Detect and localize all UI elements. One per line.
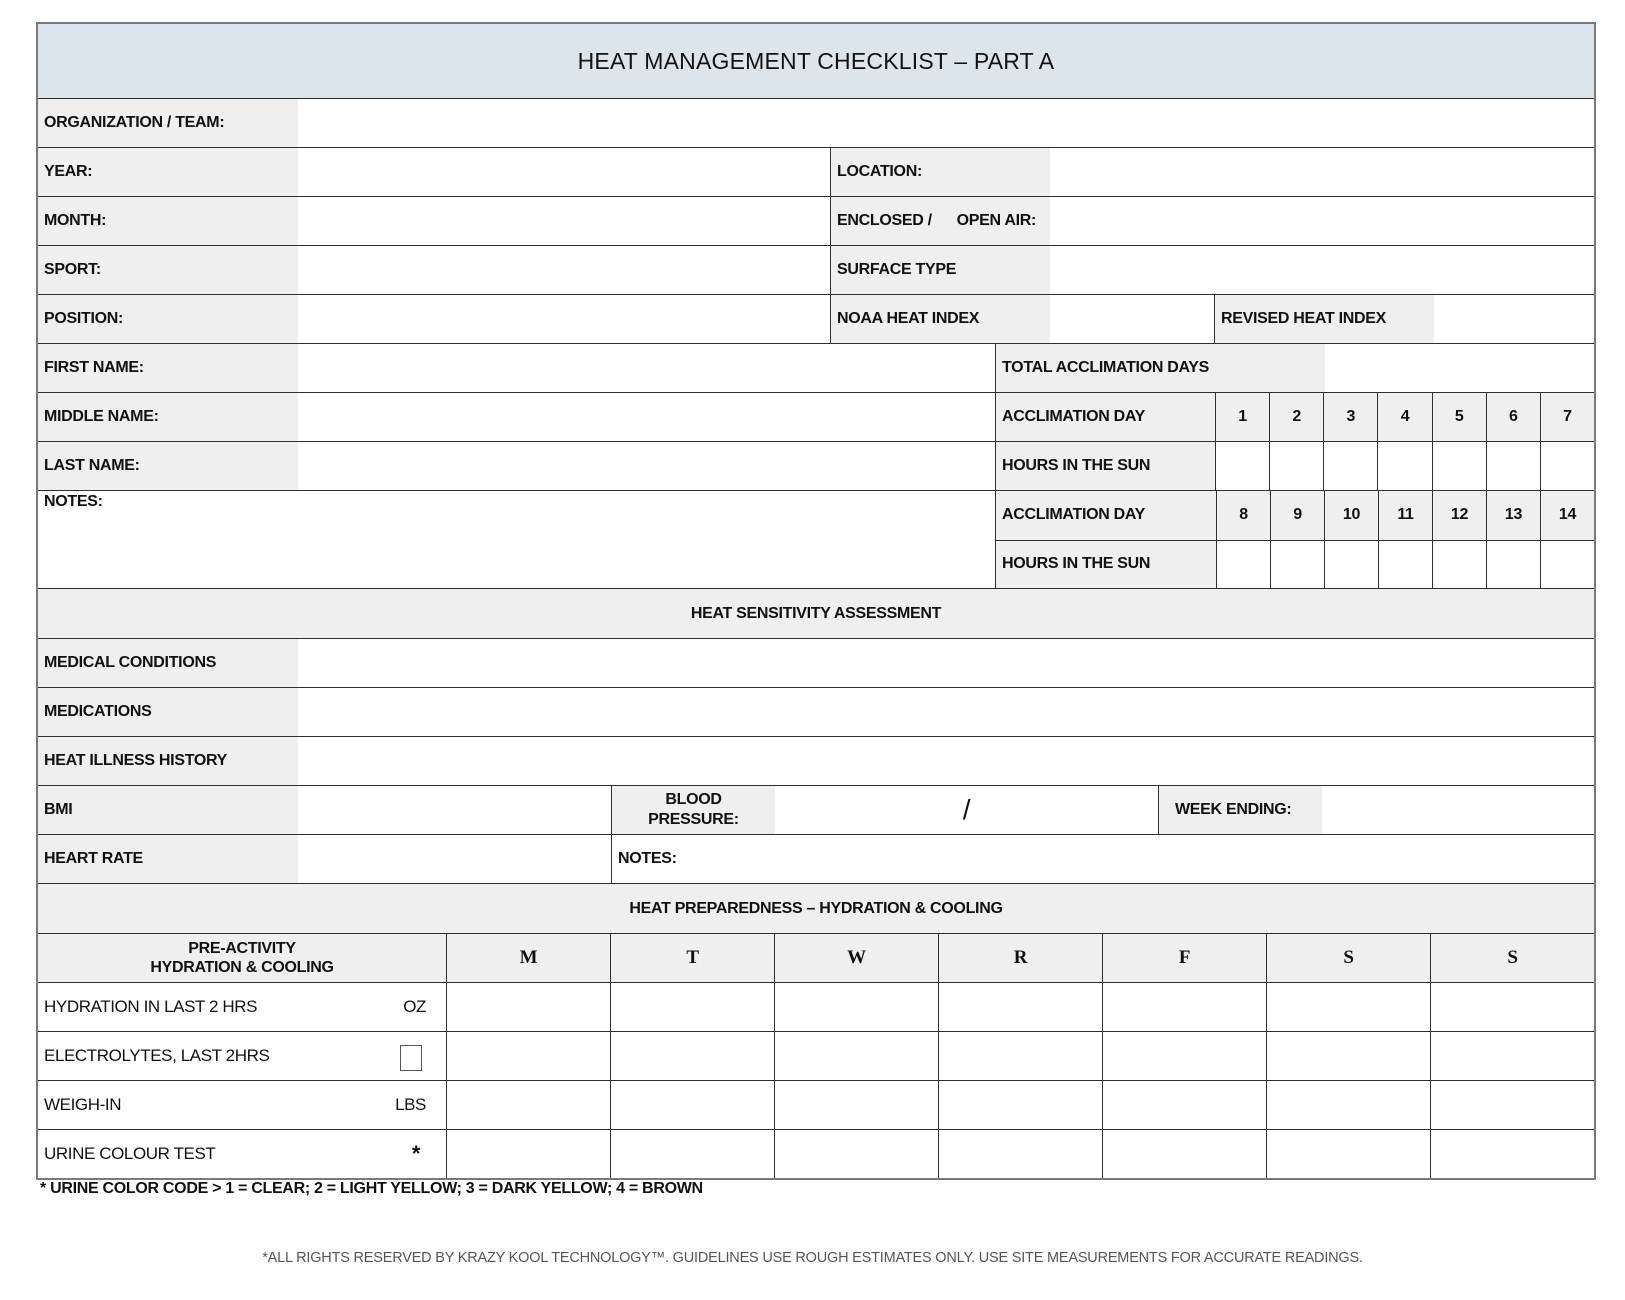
- preparedness-row: [38, 982, 1594, 1031]
- middle-name-row: [38, 392, 1594, 441]
- copyright-footer: *ALL RIGHTS RESERVED BY KRAZY KOOL TECHNOLOGY™. GUIDELINES USE ROUGH ESTIMATES ONLY. USE SITE MEASUREMENTS FOR ACCURATE READINGS.: [262, 1250, 1363, 1266]
- weigh-in-day-field[interactable]: [446, 1081, 610, 1129]
- revised-heat-index-field[interactable]: [1434, 295, 1594, 343]
- location-field[interactable]: [1050, 148, 1594, 196]
- surface-type-field[interactable]: [1050, 246, 1594, 294]
- hydration-day-field[interactable]: [774, 983, 938, 1031]
- heat-illness-history-row: [38, 736, 1594, 785]
- acclimation-day-number: 5: [1432, 393, 1486, 441]
- weigh-in-day-field[interactable]: [610, 1081, 774, 1129]
- urine-test-day-field[interactable]: [938, 1130, 1102, 1178]
- hours-in-sun-field[interactable]: [1377, 442, 1431, 490]
- hours-in-sun-field[interactable]: [1269, 442, 1323, 490]
- electrolytes-day-field[interactable]: [1102, 1032, 1266, 1080]
- asterisk-icon: *: [411, 1141, 420, 1166]
- middle-name-label: MIDDLE NAME:: [38, 393, 298, 441]
- hours-in-sun-field[interactable]: [1486, 442, 1540, 490]
- week-ending-label: WEEK ENDING:: [1158, 786, 1322, 834]
- hydration-day-field[interactable]: [938, 983, 1102, 1031]
- hours-in-sun-field[interactable]: [1378, 541, 1432, 589]
- noaa-heat-index-label: NOAA HEAT INDEX: [830, 295, 1050, 343]
- electrolytes-day-field[interactable]: [1430, 1032, 1594, 1080]
- weigh-in-day-field[interactable]: [938, 1081, 1102, 1129]
- heat-illness-history-label: HEAT ILLNESS HISTORY: [38, 737, 298, 785]
- hours-in-sun-field[interactable]: [1432, 541, 1486, 589]
- organization-field[interactable]: [298, 99, 1594, 147]
- day-header-friday: F: [1102, 934, 1266, 982]
- pre-activity-header: [38, 934, 446, 982]
- preparedness-row: [38, 1031, 1594, 1080]
- total-acclimation-days-label: TOTAL ACCLIMATION DAYS: [995, 344, 1325, 392]
- urine-color-code-note: * URINE COLOR CODE > 1 = CLEAR; 2 = LIGHT YELLOW; 3 = DARK YELLOW; 4 = BROWN: [40, 1180, 703, 1197]
- last-name-row: [38, 441, 1594, 490]
- checklist-form: [36, 22, 1596, 1180]
- hours-in-sun-label: HOURS IN THE SUN: [996, 541, 1216, 589]
- medications-label: MEDICATIONS: [38, 688, 298, 736]
- sensitivity-section-title: HEAT SENSITIVITY ASSESSMENT: [38, 589, 1594, 638]
- hydration-day-field[interactable]: [446, 983, 610, 1031]
- sport-field[interactable]: [298, 246, 830, 294]
- organization-row: [38, 98, 1594, 147]
- acclimation-week2-block: [995, 491, 1594, 588]
- year-row: [38, 147, 1594, 196]
- urine-test-label: URINE COLOUR TEST: [44, 1144, 216, 1163]
- day-header-tuesday: T: [610, 934, 774, 982]
- sensitivity-section-row: [38, 588, 1594, 638]
- hours-in-sun-week1: [1215, 442, 1594, 490]
- day-header-saturday: S: [1266, 934, 1430, 982]
- hours-in-sun-label: HOURS IN THE SUN: [995, 442, 1215, 490]
- position-label: POSITION:: [38, 295, 298, 343]
- electrolytes-day-field[interactable]: [1266, 1032, 1430, 1080]
- preparedness-row: [38, 1129, 1594, 1178]
- position-row: [38, 294, 1594, 343]
- position-field[interactable]: [298, 295, 830, 343]
- urine-test-day-field[interactable]: [1266, 1130, 1430, 1178]
- acclimation-day-number: 11: [1378, 491, 1432, 540]
- day-header-wednesday: W: [774, 934, 938, 982]
- enclosed-open-air-field[interactable]: [1050, 197, 1594, 245]
- hydration-day-field[interactable]: [1430, 983, 1594, 1031]
- electrolytes-checkbox[interactable]: [400, 1045, 422, 1071]
- acclimation-day-label: ACCLIMATION DAY: [996, 491, 1216, 540]
- sensitivity-notes-field[interactable]: [611, 835, 1594, 883]
- acclimation-day-number: 6: [1486, 393, 1540, 441]
- hydration-label: HYDRATION IN LAST 2 HRS: [44, 997, 258, 1016]
- hours-in-sun-field[interactable]: [1216, 541, 1270, 589]
- hours-in-sun-field[interactable]: [1432, 442, 1486, 490]
- urine-test-day-field[interactable]: [1430, 1130, 1594, 1178]
- hours-in-sun-field[interactable]: [1540, 442, 1594, 490]
- notes-acclimation-row: [38, 490, 1594, 588]
- hydration-day-field[interactable]: [610, 983, 774, 1031]
- electrolytes-day-field[interactable]: [610, 1032, 774, 1080]
- acclimation-week1-days: [1215, 393, 1594, 441]
- medical-conditions-label: MEDICAL CONDITIONS: [38, 639, 298, 687]
- heart-rate-row: [38, 834, 1594, 883]
- medical-conditions-field[interactable]: [298, 639, 1594, 687]
- acclimation-day-number: 3: [1323, 393, 1377, 441]
- blood-pressure-field[interactable]: [775, 786, 1158, 834]
- acclimation-day-label: ACCLIMATION DAY: [995, 393, 1215, 441]
- electrolytes-day-field[interactable]: [774, 1032, 938, 1080]
- acclimation-day-number: 9: [1270, 491, 1324, 540]
- hours-in-sun-field[interactable]: [1486, 541, 1540, 589]
- week-ending-field[interactable]: [1322, 786, 1594, 834]
- hours-in-sun-field[interactable]: [1270, 541, 1324, 589]
- electrolytes-day-field[interactable]: [938, 1032, 1102, 1080]
- hours-in-sun-field[interactable]: [1540, 541, 1594, 589]
- pre-activity-header-line2: HYDRATION & COOLING: [150, 959, 334, 976]
- urine-test-label-cell: [38, 1130, 446, 1178]
- weigh-in-day-field[interactable]: [1430, 1081, 1594, 1129]
- hydration-day-field[interactable]: [1102, 983, 1266, 1031]
- noaa-heat-index-field[interactable]: [1050, 295, 1214, 343]
- total-acclimation-days-field[interactable]: [1325, 344, 1594, 392]
- heat-illness-history-field[interactable]: [298, 737, 1594, 785]
- hours-in-sun-field[interactable]: [1324, 541, 1378, 589]
- acclimation-day-number: 4: [1377, 393, 1431, 441]
- electrolytes-label-cell: [38, 1032, 446, 1080]
- first-name-field[interactable]: [298, 344, 995, 392]
- bmi-field[interactable]: [298, 786, 611, 834]
- bmi-row: [38, 785, 1594, 834]
- sensitivity-notes-label: NOTES:: [618, 850, 677, 867]
- medications-row: [38, 687, 1594, 736]
- sport-row: [38, 245, 1594, 294]
- day-header-sunday: S: [1430, 934, 1594, 982]
- hours-in-sun-field[interactable]: [1215, 442, 1269, 490]
- weigh-in-day-field[interactable]: [774, 1081, 938, 1129]
- middle-name-field[interactable]: [298, 393, 995, 441]
- hours-in-sun-week2-row: [996, 540, 1594, 589]
- bmi-label: BMI: [38, 786, 298, 834]
- year-field[interactable]: [298, 148, 830, 196]
- blood-pressure-separator: /: [962, 794, 971, 825]
- weigh-in-day-field[interactable]: [1266, 1081, 1430, 1129]
- day-header-monday: M: [446, 934, 610, 982]
- weigh-in-unit: LBS: [395, 1095, 426, 1114]
- month-field[interactable]: [298, 197, 830, 245]
- revised-heat-index-label: REVISED HEAT INDEX: [1214, 295, 1434, 343]
- sport-label: SPORT:: [38, 246, 298, 294]
- pre-activity-header-line1: PRE-ACTIVITY: [188, 940, 296, 957]
- surface-type-label: SURFACE TYPE: [830, 246, 1050, 294]
- year-label: YEAR:: [38, 148, 298, 196]
- first-name-label: FIRST NAME:: [38, 344, 298, 392]
- preparedness-section-title: HEAT PREPAREDNESS – HYDRATION & COOLING: [38, 884, 1594, 933]
- acclimation-day-number: 12: [1432, 491, 1486, 540]
- acclimation-day-number: 1: [1215, 393, 1269, 441]
- acclimation-week2-days-row: [996, 491, 1594, 540]
- last-name-label: LAST NAME:: [38, 442, 298, 490]
- hydration-unit: OZ: [403, 997, 426, 1016]
- first-name-row: [38, 343, 1594, 392]
- month-row: [38, 196, 1594, 245]
- acclimation-day-number: 10: [1324, 491, 1378, 540]
- urine-test-day-field[interactable]: [774, 1130, 938, 1178]
- enclosed-open-air-label: ENCLOSED / OPEN AIR:: [830, 197, 1050, 245]
- urine-test-day-field[interactable]: [1102, 1130, 1266, 1178]
- medications-field[interactable]: [298, 688, 1594, 736]
- heart-rate-label: HEART RATE: [38, 835, 298, 883]
- medical-conditions-row: [38, 638, 1594, 687]
- acclimation-day-number: 7: [1540, 393, 1594, 441]
- electrolytes-label: ELECTROLYTES, LAST 2HRS: [44, 1046, 270, 1065]
- personal-notes-label: NOTES:: [44, 493, 103, 510]
- urine-test-day-field[interactable]: [610, 1130, 774, 1178]
- acclimation-day-number: 14: [1540, 491, 1594, 540]
- last-name-field[interactable]: [298, 442, 995, 490]
- location-label: LOCATION:: [830, 148, 1050, 196]
- hydration-day-field[interactable]: [1266, 983, 1430, 1031]
- personal-notes-field[interactable]: [38, 491, 995, 588]
- weigh-in-day-field[interactable]: [1102, 1081, 1266, 1129]
- hydration-label-cell: [38, 983, 446, 1031]
- form-title: HEAT MANAGEMENT CHECKLIST – PART A: [38, 24, 1594, 98]
- preparedness-row: [38, 1080, 1594, 1129]
- weigh-in-label-cell: [38, 1081, 446, 1129]
- blood-pressure-label: BLOOD PRESSURE:: [611, 786, 775, 834]
- hours-in-sun-field[interactable]: [1323, 442, 1377, 490]
- electrolytes-day-field[interactable]: [446, 1032, 610, 1080]
- month-label: MONTH:: [38, 197, 298, 245]
- acclimation-day-number: 13: [1486, 491, 1540, 540]
- urine-test-day-field[interactable]: [446, 1130, 610, 1178]
- preparedness-section-row: [38, 883, 1594, 933]
- preparedness-header-row: [38, 933, 1594, 982]
- day-header-thursday: R: [938, 934, 1102, 982]
- acclimation-day-number: 8: [1216, 491, 1270, 540]
- heart-rate-field[interactable]: [298, 835, 611, 883]
- weigh-in-label: WEIGH-IN: [44, 1095, 122, 1114]
- organization-label: ORGANIZATION / TEAM:: [38, 99, 298, 147]
- acclimation-day-number: 2: [1269, 393, 1323, 441]
